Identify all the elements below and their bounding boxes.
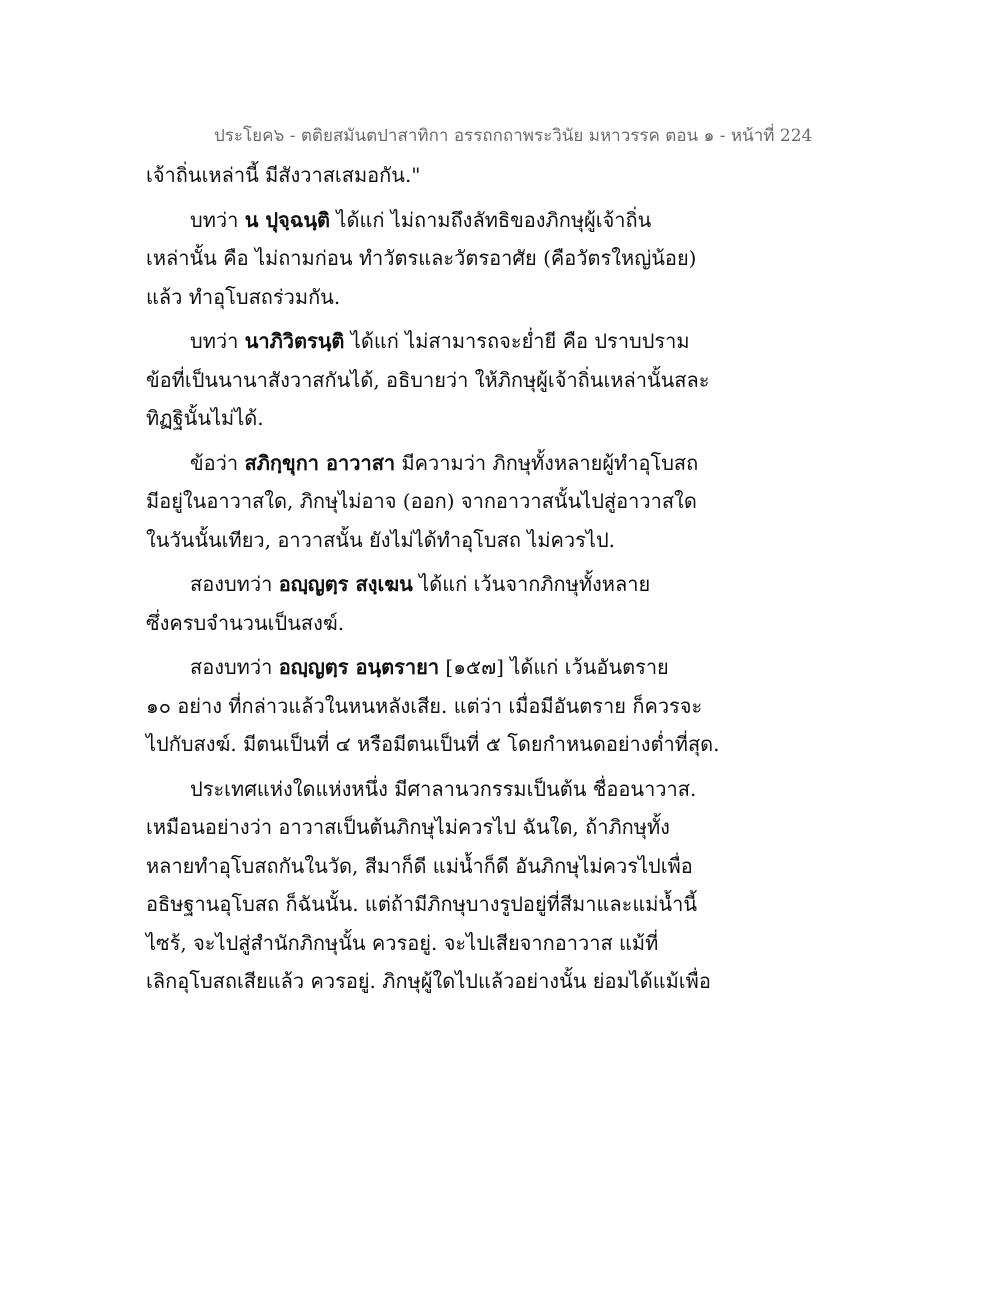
text-line bbox=[146, 924, 766, 963]
pali-term: อญฺญตฺร สงฺเฆน bbox=[278, 572, 413, 596]
paragraph bbox=[146, 444, 766, 560]
text-run: ได้แก่ ไม่สามารถจะย่ำยี คือ ปราบปราม bbox=[344, 329, 690, 353]
text-run: ได้แก่ ไม่ถามถึงลัทธิของภิกษุผู้เจ้าถิ่น bbox=[330, 207, 652, 232]
paragraph bbox=[146, 322, 766, 438]
text-line bbox=[146, 201, 766, 240]
text-line bbox=[146, 156, 766, 195]
text-run: สองบทว่า bbox=[190, 655, 279, 679]
text-run: บทว่า bbox=[190, 207, 245, 232]
running-header: ประโยค๖ - ตติยสมันตปาสาทิกา อรรถกถาพระวินัย มหาวรรค ตอน ๑ - หน้าที่ 224 bbox=[214, 126, 813, 146]
text-run: ข้อว่า bbox=[190, 450, 245, 475]
text-line bbox=[146, 322, 766, 361]
text-run: ไปกับสงฆ์. มีตนเป็นที่ ๔ หรือมีตนเป็นที่ ๕ โดยกำหนดอย่างต่ำที่สุด. bbox=[146, 732, 720, 756]
pali-term: อญฺญตฺร อนฺตรายา bbox=[278, 655, 440, 679]
text-run: มีอยู่ในอาวาสใด, ภิกษุไม่อาจ (ออก) จากอาวาสนั้นไปสู่อาวาสใด bbox=[146, 489, 697, 513]
text-run: ได้แก่ เว้นจากภิกษุทั้งหลาย bbox=[412, 572, 651, 596]
text-run: เหล่านั้น คือ ไม่ถามก่อน ทำวัตรและวัตรอาศัย (คือวัตรใหญ่น้อย) bbox=[146, 246, 697, 270]
text-line bbox=[146, 361, 766, 400]
paragraph bbox=[146, 156, 766, 195]
text-line bbox=[146, 725, 766, 764]
text-line bbox=[146, 482, 766, 521]
text-run: [๑๕๗] ได้แก่ เว้นอันตราย bbox=[439, 655, 669, 679]
paragraph bbox=[146, 648, 766, 764]
text-line bbox=[146, 444, 766, 483]
pali-term: น ปุจฺฉนฺติ bbox=[244, 207, 331, 232]
text-run: ประเทศแห่งใดแห่งหนึ่ง มีศาลานวกรรมเป็นต้น ชื่ออนาวาส. bbox=[190, 776, 697, 801]
text-line bbox=[146, 565, 766, 604]
text-run: ข้อที่เป็นนานาสังวาสกันได้, อธิบายว่า ให้ภิกษุผู้เจ้าถิ่นเหล่านั้นสละ bbox=[146, 367, 710, 392]
text-run: มีความว่า ภิกษุทั้งหลายผู้ทำอุโบสถ bbox=[395, 450, 699, 475]
text-run: ซึ่งครบจำนวนเป็นสงฆ์. bbox=[146, 610, 345, 635]
text-line bbox=[146, 962, 766, 1001]
text-run: หลายทำอุโบสถกันในวัด, สีมาก็ดี แม่น้ำก็ดี อันภิกษุไม่ควรไปเพื่อ bbox=[146, 853, 693, 878]
paragraph bbox=[146, 770, 766, 1001]
text-line bbox=[146, 770, 766, 809]
text-run: เลิกอุโบสถเสียแล้ว ควรอยู่. ภิกษุผู้ใดไปแล้วอย่างนั้น ย่อมได้แม้เพื่อ bbox=[146, 969, 711, 993]
text-run: เหมือนอย่างว่า อาวาสเป็นต้นภิกษุไม่ควรไป ฉันใด, ถ้าภิกษุทั้ง bbox=[146, 815, 670, 839]
text-line bbox=[146, 847, 766, 886]
text-run: ทิฏฐินั้นไม่ได้. bbox=[146, 406, 264, 430]
text-run: ไซร้, จะไปสู่สำนักภิกษุนั้น ควรอยู่. จะไปเสียจากอาวาส แม้ที่ bbox=[146, 930, 659, 955]
text-run: แล้ว ทำอุโบสถร่วมกัน. bbox=[146, 284, 341, 309]
paragraph bbox=[146, 201, 766, 317]
text-run: บทว่า bbox=[190, 329, 245, 353]
text-run: ในวันนั้นเทียว, อาวาสนั้น ยังไม่ได้ทำอุโบสถ ไม่ควรไป. bbox=[146, 527, 615, 552]
text-line bbox=[146, 399, 766, 438]
text-line bbox=[146, 278, 766, 317]
text-run: สองบทว่า bbox=[190, 572, 279, 596]
text-line bbox=[146, 521, 766, 560]
body-text bbox=[146, 156, 766, 1001]
text-line bbox=[146, 687, 766, 726]
text-line bbox=[146, 885, 766, 924]
text-run: ๑๐ อย่าง ที่กล่าวแล้วในหนหลังเสีย. แต่ว่า เมื่อมีอันตราย ก็ควรจะ bbox=[146, 693, 703, 718]
text-line bbox=[146, 648, 766, 687]
text-line bbox=[146, 808, 766, 847]
text-line bbox=[146, 239, 766, 278]
pali-term: สภิกฺขุกา อาวาสา bbox=[244, 450, 396, 475]
text-run: อธิษฐานอุโบสถ ก็ฉันนั้น. แต่ถ้ามีภิกษุบางรูปอยู่ที่สีมาและแม่น้ำนี้ bbox=[146, 892, 698, 916]
text-run: เจ้าถิ่นเหล่านี้ มีสังวาสเสมอกัน." bbox=[146, 163, 421, 187]
text-line bbox=[146, 604, 766, 643]
paragraph bbox=[146, 565, 766, 642]
pali-term: นาภิวิตรนฺติ bbox=[244, 329, 345, 353]
